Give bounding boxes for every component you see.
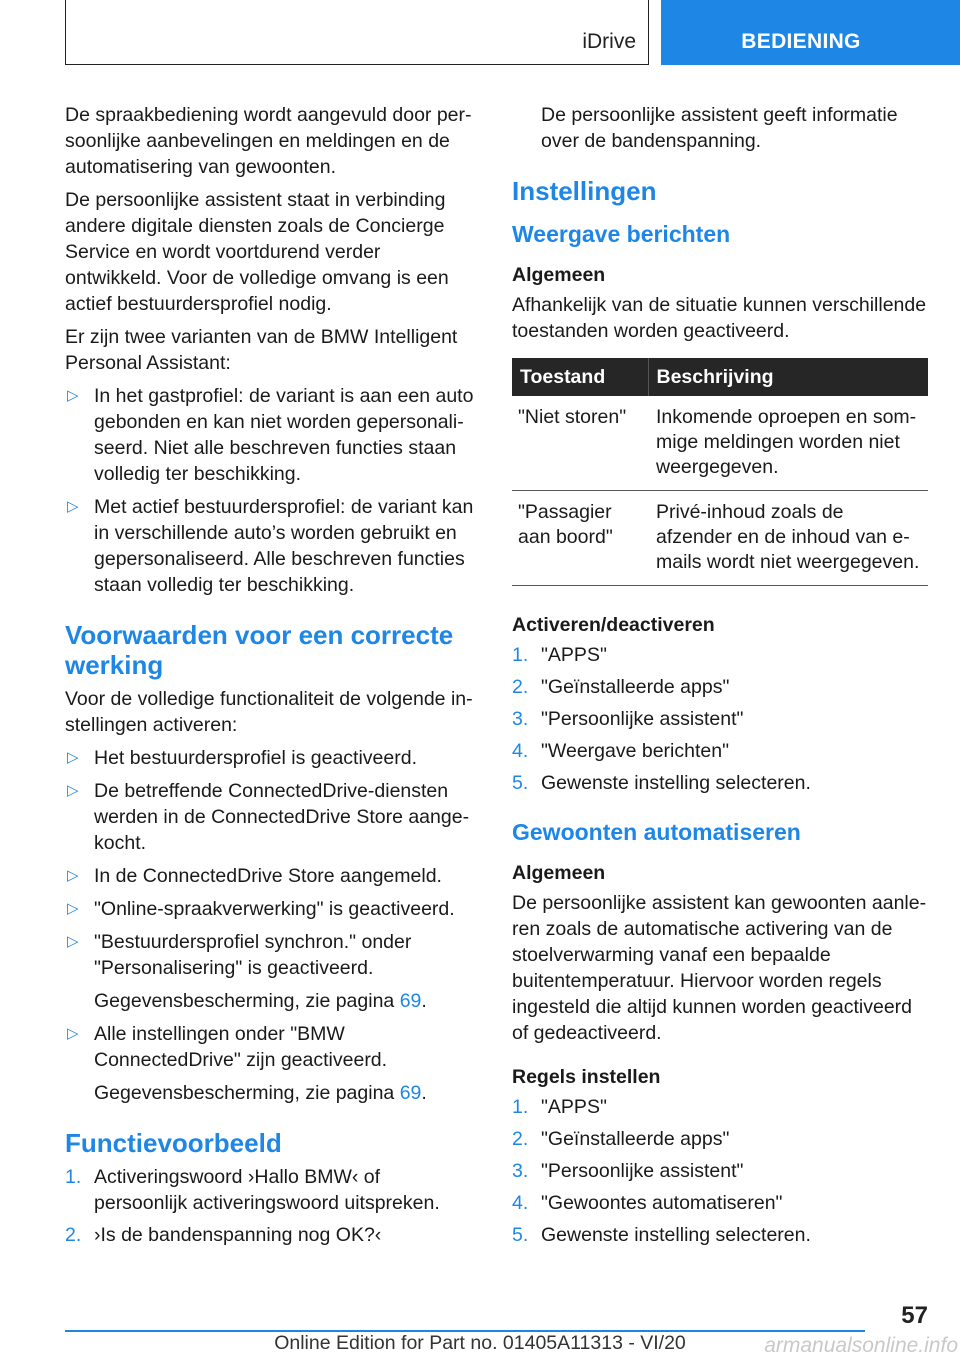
left-column [65, 102, 475, 1254]
triangle-right-icon: ▷ [67, 782, 79, 799]
step-number: 3. [512, 1160, 529, 1182]
heading-voorwaarden: Voorwaarden voor een correcte werking [65, 620, 454, 680]
step-number: 1. [65, 1166, 82, 1188]
step-number: 5. [512, 772, 529, 794]
list-item-text: In de ConnectedDrive Store aangemeld. [94, 865, 442, 887]
watermark: armanualsonline.info [764, 1334, 958, 1357]
list-item-text: In het gastprofiel: de variant is aan een auto gebonden en kan niet worden gepersonaliseerd. Niet alle beschreven functies staan volledig ter beschikking. [94, 385, 474, 485]
triangle-right-icon: ▷ [67, 498, 79, 515]
intro-paragraph-3: Er zijn twee varianten van de BMW Intelligent Personal Assistant: [65, 326, 458, 374]
heading-regels: Regels instellen [512, 1066, 661, 1088]
triangle-right-icon: ▷ [67, 387, 79, 404]
column-header-beschrijving: Beschrijving [648, 358, 928, 396]
triangle-right-icon: ▷ [67, 933, 79, 950]
heading-gewoonten: Gewoonten automatiseren [512, 819, 801, 845]
table-row [512, 396, 928, 491]
step-number: 4. [512, 1192, 529, 1214]
list-item-text: Met actief bestuurdersprofiel: de variant kan in verschillende auto’s worden gebruikt en gepersonaliseerd. Alle beschreven functies staan volledig ter beschikking. [94, 496, 474, 596]
cross-reference: Gegevensbescherming, zie pagina 69. [94, 1082, 427, 1104]
table-cell: "Niet storen" [512, 396, 648, 491]
list-item [512, 1158, 928, 1184]
gewoonten-paragraph: De persoonlijke assistent kan gewoonten aanleren zoals de automatische activering van de stoelverwarming vanaf een bepaalde buitentemperatuur. Hiervoor worden regels ingesteld die altijd kunnen worden geactiveerd of gedeactiveerd. [512, 892, 927, 1044]
step-number: 1. [512, 644, 529, 666]
list-item [65, 1021, 475, 1106]
step-text: "Persoonlijke assistent" [541, 1160, 744, 1182]
heading-instellingen: Instellingen [512, 176, 657, 206]
heading-functievoorbeeld: Functievoorbeeld [65, 1128, 282, 1158]
step-text: Activeringswoord ›Hallo BMW‹ of persoonlijk activeringswoord uitspreken. [94, 1166, 440, 1214]
step-number: 5. [512, 1224, 529, 1246]
step-text: Gewenste instelling selecteren. [541, 772, 811, 794]
variants-list [65, 383, 475, 598]
conditions-list [65, 745, 475, 1106]
table-cell: "Passagier aan boord" [512, 491, 648, 586]
page-number: 57 [901, 1302, 928, 1329]
header-chapter: iDrive [582, 30, 636, 53]
step-text: Gewenste instelling selecteren. [541, 1224, 811, 1246]
activate-steps [512, 642, 928, 796]
column-header-toestand: Toestand [512, 358, 648, 396]
list-item [512, 674, 928, 700]
page-link-69[interactable]: 69 [399, 1082, 422, 1104]
list-item [512, 1190, 928, 1216]
step-text: "Geïnstalleerde apps" [541, 676, 730, 698]
triangle-right-icon: ▷ [67, 1025, 79, 1042]
triangle-right-icon: ▷ [67, 749, 79, 766]
step-number: 2. [512, 1128, 529, 1150]
table-header-row [512, 358, 928, 396]
list-item-text: "Bestuurdersprofiel synchron." onder "Personalisering" is geactiveerd. [94, 931, 412, 979]
list-item [512, 1094, 928, 1120]
voorwaarden-paragraph: Voor de volledige functionaliteit de volgende instellingen activeren: [65, 688, 473, 736]
list-item [512, 706, 928, 732]
footer-edition: Online Edition for Part no. 01405A11313 - VI/20 [274, 1332, 686, 1354]
table-row [512, 491, 928, 586]
list-item [512, 770, 928, 796]
list-item [65, 494, 475, 598]
list-item [65, 1222, 475, 1248]
right-column [512, 102, 928, 1254]
intro-paragraph-2: De persoonlijke assistent staat in verbinding andere digitale diensten zoals de Concierge Service en wordt voortdurend verder ontwikkeld. Voor de volledige omvang is een actief bestuurdersprofiel nodig. [65, 189, 449, 315]
list-item-text: "Online-spraakverwerking" is geactiveerd. [94, 898, 455, 920]
algemeen-paragraph: Afhankelijk van de situatie kunnen verschillende toestanden worden geactiveerd. [512, 294, 927, 342]
heading-weergave-berichten: Weergave berichten [512, 221, 731, 247]
list-item [65, 929, 475, 1014]
step-number: 2. [65, 1224, 82, 1246]
list-item [65, 383, 475, 487]
continued-step-text: De persoonlijke assistent geeft informatie over de bandenspanning. [541, 104, 898, 152]
list-item [512, 738, 928, 764]
step-number: 3. [512, 708, 529, 730]
step-number: 1. [512, 1096, 529, 1118]
table-cell: Privé-inhoud zoals de afzender en de inhoud van e-mails wordt niet weergegeven. [648, 491, 928, 586]
list-item [512, 642, 928, 668]
list-item [65, 896, 475, 922]
cross-reference-text: Gegevensbescherming, zie pagina [94, 990, 400, 1012]
list-item [65, 1164, 475, 1216]
step-text: "APPS" [541, 1096, 607, 1118]
header-section-box [661, 0, 960, 65]
step-number: 2. [512, 676, 529, 698]
states-table [512, 358, 928, 586]
step-number: 4. [512, 740, 529, 762]
list-item-text: De betreffende ConnectedDrive-diensten werden in de ConnectedDrive Store aangekocht. [94, 780, 470, 854]
cross-reference: Gegevensbescherming, zie pagina 69. [94, 990, 427, 1012]
list-item-text: Alle instellingen onder "BMW ConnectedDrive" zijn geactiveerd. [94, 1023, 388, 1071]
step-text: ›Is de bandenspanning nog OK?‹ [94, 1224, 382, 1246]
list-item [65, 863, 475, 889]
intro-paragraph-1: De spraakbediening wordt aangevuld door persoonlijke aanbevelingen en meldingen en de automatisering van gewoonten. [65, 104, 472, 178]
cross-reference-text: Gegevensbescherming, zie pagina [94, 1082, 400, 1104]
heading-algemeen-2: Algemeen [512, 862, 606, 884]
list-item [65, 745, 475, 771]
triangle-right-icon: ▷ [67, 900, 79, 917]
step-text: "Weergave berichten" [541, 740, 730, 762]
page-link-69[interactable]: 69 [399, 990, 422, 1012]
table-cell: Inkomende oproepen en sommige meldingen worden niet weergegeven. [648, 396, 928, 491]
list-item-text: Het bestuurdersprofiel is geactiveerd. [94, 747, 417, 769]
triangle-right-icon: ▷ [67, 867, 79, 884]
heading-activeren: Activeren/deactiveren [512, 614, 715, 636]
step-text: "Geïnstalleerde apps" [541, 1128, 730, 1150]
header-section: BEDIENING [741, 30, 861, 53]
example-steps [65, 1164, 475, 1248]
rule-steps [512, 1094, 928, 1248]
list-item [512, 1126, 928, 1152]
step-text: "Persoonlijke assistent" [541, 708, 744, 730]
heading-algemeen: Algemeen [512, 264, 606, 286]
header-chapter-box [65, 0, 649, 65]
list-item [65, 778, 475, 856]
list-item [512, 1222, 928, 1248]
step-text: "APPS" [541, 644, 607, 666]
step-text: "Gewoontes automatiseren" [541, 1192, 783, 1214]
